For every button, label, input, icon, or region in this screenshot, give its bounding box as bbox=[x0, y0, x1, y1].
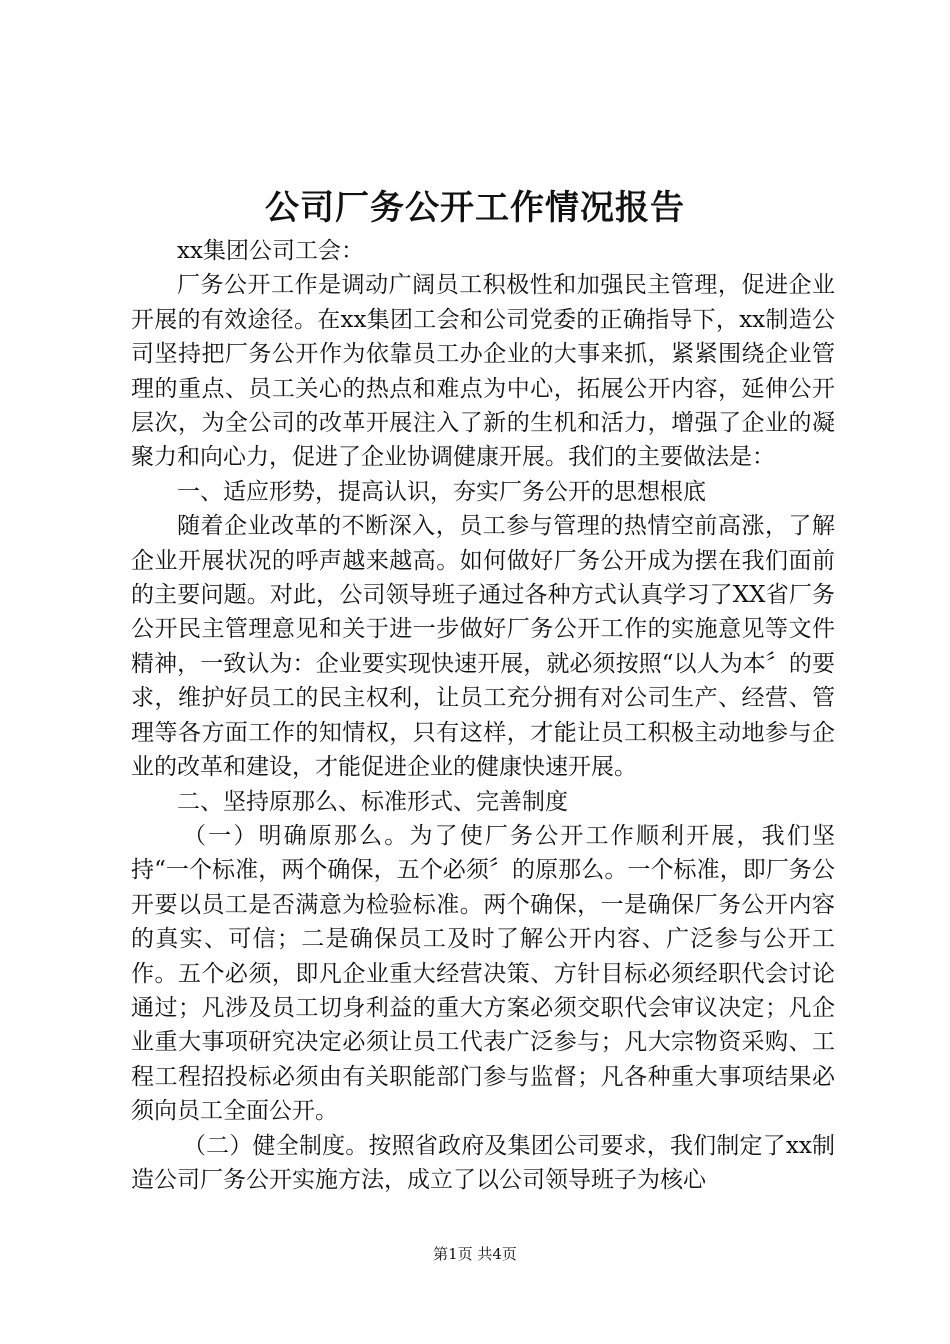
section-heading-2: 二、坚持原那么、标准形式、完善制度 bbox=[177, 788, 568, 815]
paragraph-intro: 厂务公开工作是调动广阔员工积极性和加强民主管理，促进企业开展的有效途径。在xx集团工会和公司党委的正确指导下，xx制造公司坚持把厂务公开作为依靠员工办企业的大事来抓，紧紧围绕企业管理的重点、员工关心的热点和难点为中心，拓展公开内容，延伸公开层次，为全公司的改革开展注入了新的生机和活力，增强了企业的凝聚力和向心力，促进了企业协调健康开展。我们的主要做法是： bbox=[131, 272, 835, 471]
document-title: 公司厂务公开工作情况报告 bbox=[265, 188, 685, 228]
document-body bbox=[131, 234, 835, 1197]
page-footer bbox=[0, 1243, 950, 1265]
page-number: 第1页 共4页 bbox=[433, 1245, 517, 1263]
paragraph-section-1: 随着企业改革的不断深入，员工参与管理的热情空前高涨，了解企业开展状况的呼声越来越高。如何做好厂务公开成为摆在我们面前的主要问题。对此，公司领导班子通过各种方式认真学习了XX省厂务公开民主管理意见和关于进一步做好厂务公开工作的实施意见等文件精神，一致认为：企业要实现快速开展，就必须按照“以人为本〞的要求，维护好员工的民主权利，让员工充分拥有对公司生产、经营、管理等各方面工作的知情权，只有这样，才能让员工积极主动地参与企业的改革和建设，才能促进企业的健康快速开展。 bbox=[131, 513, 835, 781]
paragraph-principles: （一）明确原那么。为了使厂务公开工作顺利开展，我们坚持“一个标准，两个确保，五个必须〞的原那么。一个标准，即厂务公开要以员工是否满意为检验标准。两个确保，一是确保厂务公开内容的真实、可信；二是确保员工及时了解公开内容、广泛参与公开工作。五个必须，即凡企业重大经营决策、方针目标必须经职代会讨论通过；凡涉及员工切身利益的重大方案必须交职代会审议决定；凡企业重大事项研究决定必须让员工代表广泛参与；凡大宗物资采购、工程工程招投标必须由有关职能部门参与监督；凡各种重大事项结果必须向员工全面公开。 bbox=[131, 822, 835, 1125]
section-heading-1: 一、适应形势，提高认识，夯实厂务公开的思想根底 bbox=[177, 478, 706, 505]
salutation: xx集团公司工会： bbox=[177, 238, 364, 264]
paragraph-systems: （二）健全制度。按照省政府及集团公司要求，我们制定了xx制造公司厂务公开实施方法，成立了以公司领导班子为核心 bbox=[131, 1132, 835, 1193]
